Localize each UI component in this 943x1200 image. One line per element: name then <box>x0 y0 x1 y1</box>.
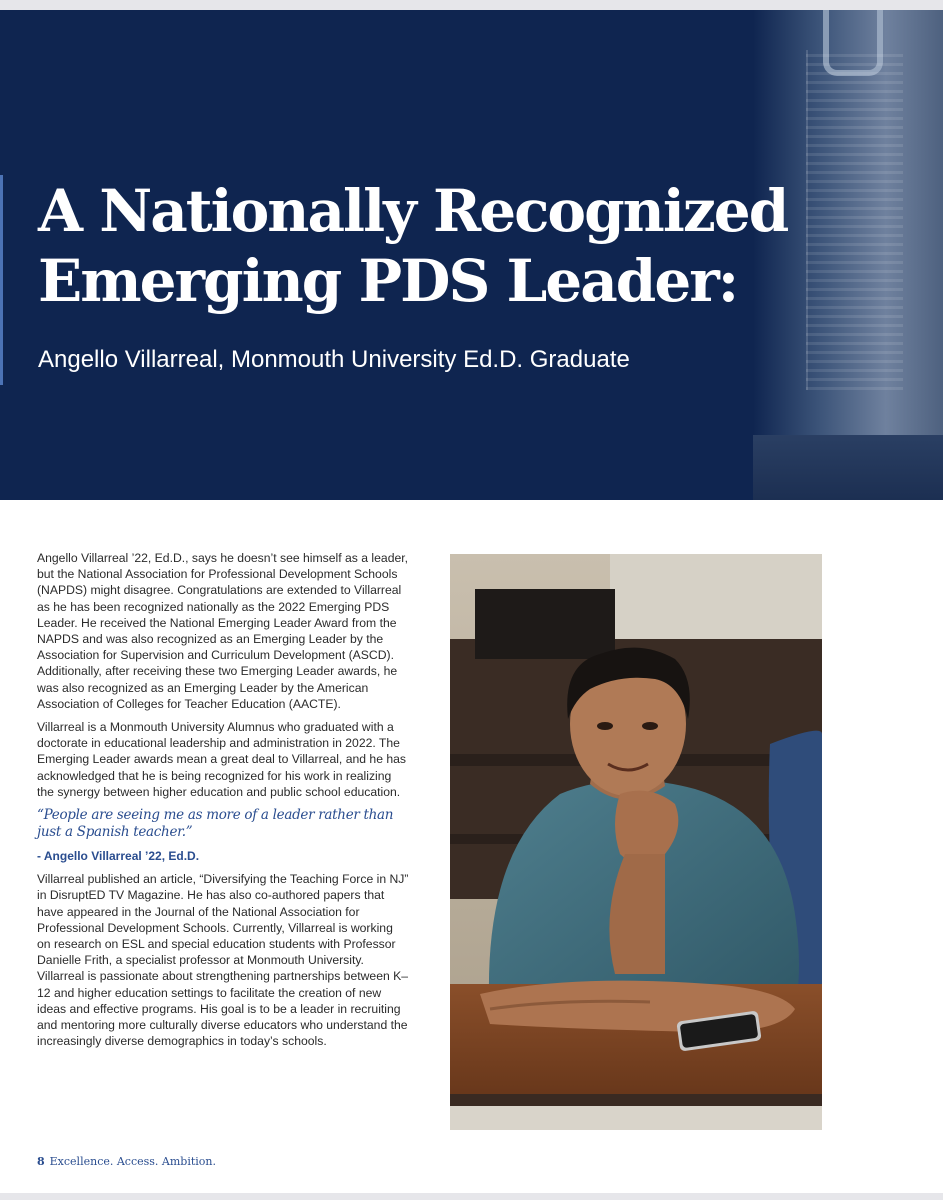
quote-attribution: - Angello Villarreal ’22, Ed.D. <box>37 849 200 864</box>
hero-photo-chairs <box>753 435 943 500</box>
footer-tagline: Excellence. Access. Ambition. <box>49 1155 216 1168</box>
page-title-line-2: Emerging PDS Leader: <box>38 247 738 315</box>
magazine-page <box>0 10 943 1193</box>
article-paragraph-3: Villarreal published an article, “Diversifying the Teaching Force in NJ” in DisruptED TV Magazine. He has also co-authored papers that have appeared in the Journal of the National Association for Professional Development Schools. Currently, Villarreal is working on research on ESL and special education students with Professor Danielle Frith, a specialist professor at Monmouth University. Villarreal is passionate about strengthening partnerships between K–12 and higher education settings to facilitate the creation of new ideas and effective programs. His goal is to be a leader in recruiting and mentoring more culturally diverse educators who understand the increasingly diverse demographics in today’s schools. <box>37 872 409 1049</box>
article-body <box>37 550 409 1056</box>
page-footer <box>37 1155 216 1168</box>
portrait-illustration <box>450 554 822 1130</box>
hero-banner <box>0 10 943 500</box>
page-number: 8 <box>37 1155 45 1168</box>
portrait-photo <box>450 554 822 1130</box>
page-title <box>38 176 838 316</box>
pull-quote: “People are seeing me as more of a leader rather than just a Spanish teacher.” <box>37 807 394 841</box>
hero-accent-bar <box>0 175 3 385</box>
article-paragraph-2: Villarreal is a Monmouth University Alumnus who graduated with a doctorate in educational leadership and administration in 2022. The Emerging Leader awards mean a great deal to Villarreal, and he has acknowledged that he is being recognized for his work in realizing the synergy between higher education and public school education. <box>37 720 407 799</box>
page-title-line-1: A Nationally Recognized <box>38 177 788 245</box>
article-paragraph-1: Angello Villarreal ’22, Ed.D., says he doesn’t see himself as a leader, but the National Association for Professional Development Schools (NAPDS) might disagree. Congratulations are extended to Villarreal as he has been recognized nationally as the 2022 Emerging PDS Leader. He received the National Emerging Leader Award from the NAPDS and was also recognized as an Emerging Leader by the Association for Supervision and Curriculum Development (ASCD). Additionally, after receiving these two Emerging Leader awards, he was also recognized as an Emerging Leader by the American Association of Colleges for Teacher Education (AACTE). <box>37 551 409 711</box>
page-subtitle: Angello Villarreal, Monmouth University Ed.D. Graduate <box>38 346 630 373</box>
